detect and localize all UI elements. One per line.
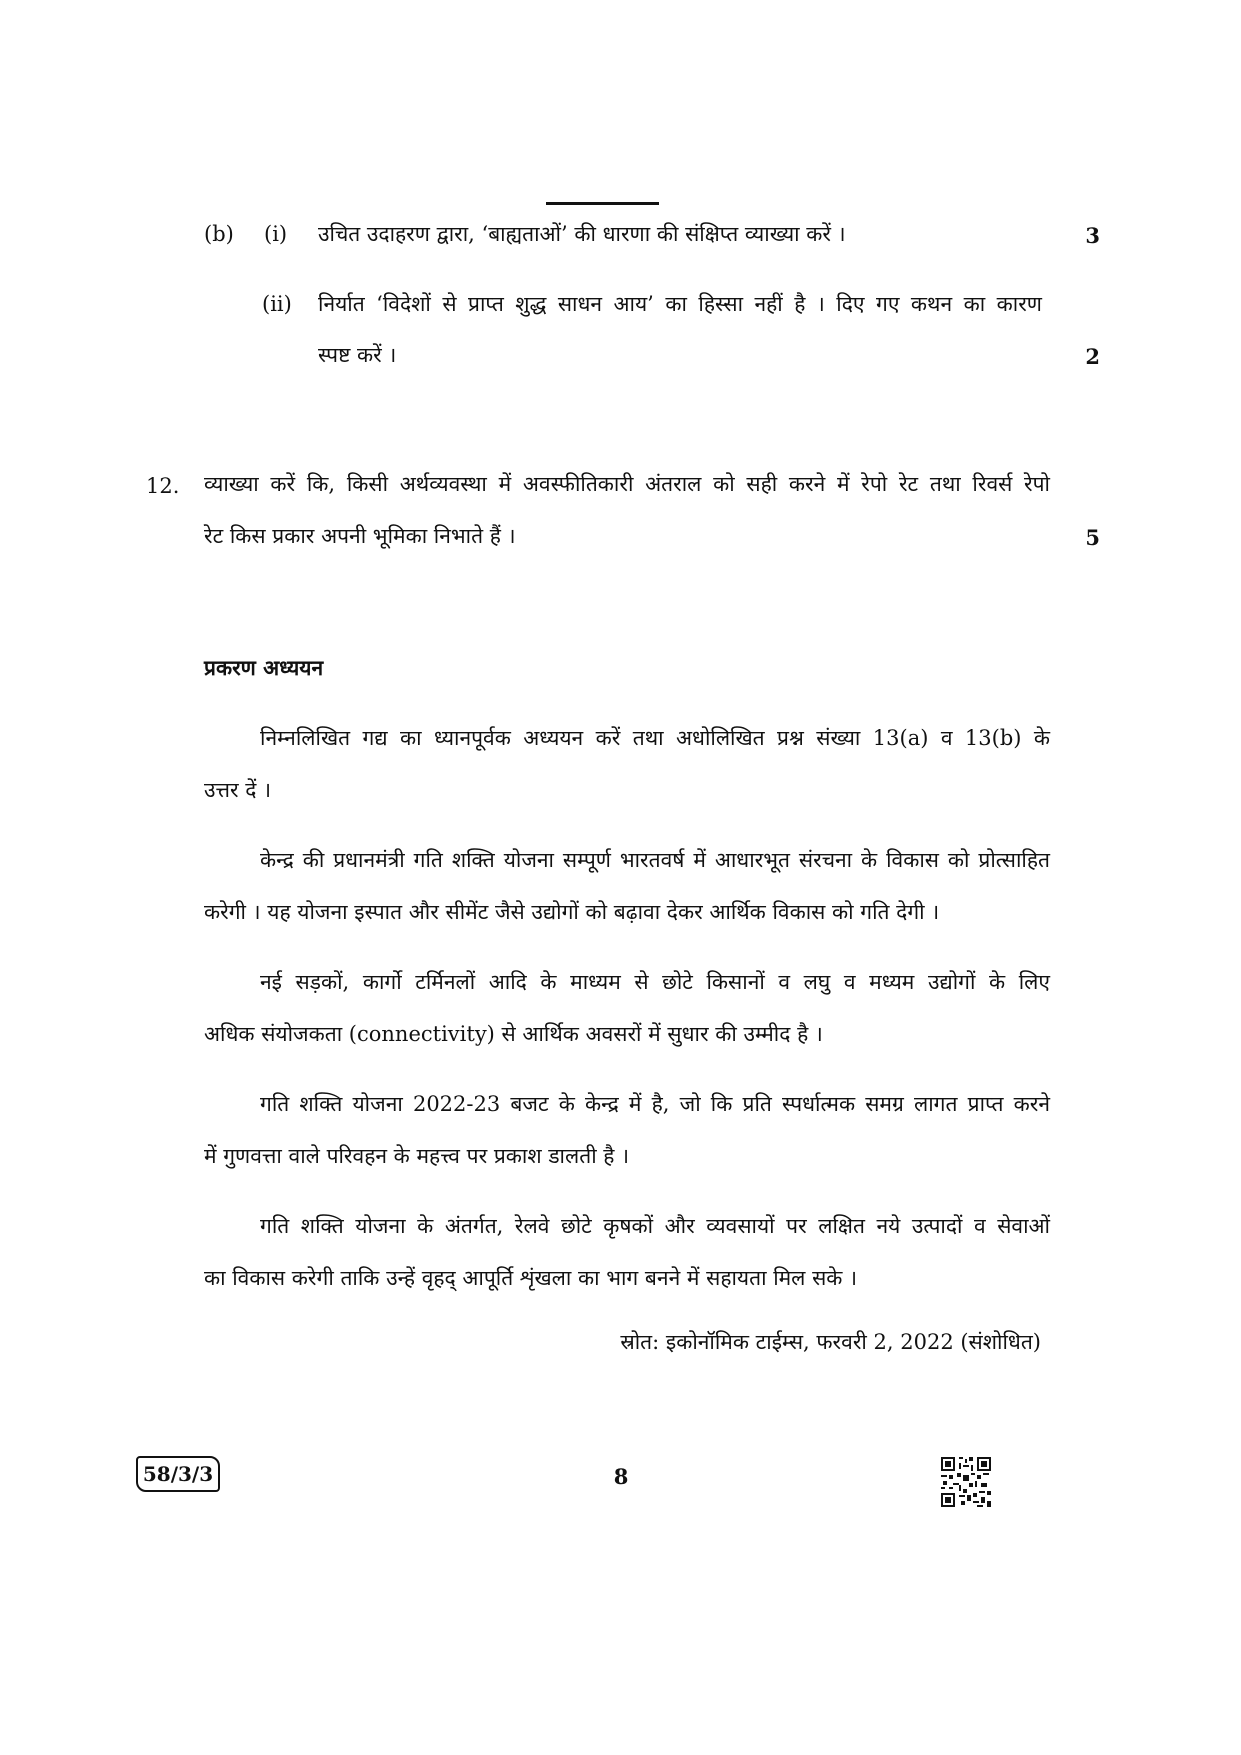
paper-code-badge: 58/3/3 [136,1456,220,1492]
part-ii-label: (ii) [262,292,292,316]
top-rule-divider [546,202,659,205]
paragraph-4-line-1: गति शक्ति योजना के अंतर्गत, रेलवे छोटे कृषकों और व्यवसायों पर लक्षित नये उत्पादों व सेवाओं [260,1214,1050,1238]
part-i-label: (i) [264,222,288,246]
part-ii-line-2: स्पष्ट करें । [318,343,397,367]
paragraph-4-line-2: का विकास करेगी ताकि उन्हें वृहद् आपूर्ति शृंखला का भाग बनने में सहायता मिल सके । [204,1266,858,1290]
paragraph-3-line-2: में गुणवत्ता वाले परिवहन के महत्त्व पर प्रकाश डालती है । [204,1144,630,1168]
paragraph-3-line-1: गति शक्ति योजना 2022-23 बजट के केन्द्र में है, जो कि प्रति स्पर्धात्मक समग्र लागत प्राप्त करने [260,1092,1050,1116]
paragraph-1-line-2: करेगी । यह योजना इस्पात और सीमेंट जैसे उद्योगों को बढ़ावा देकर आर्थिक विकास को गति देगी । [204,900,940,924]
question-12-line-2: रेट किस प्रकार अपनी भूमिका निभाते हैं । [204,524,516,548]
paragraph-2-line-1: नई सड़कों, कार्गो टर्मिनलों आदि के माध्यम से छोटे किसानों व लघु व मध्यम उद्योगों के लिए [260,970,1050,994]
paragraph-1-line-1: केन्द्र की प्रधानमंत्री गति शक्ति योजना सम्पूर्ण भारतवर्ष में आधारभूत संरचना के विकास को प्रोत्साहित [260,848,1050,872]
part-ii-line-1: निर्यात ‘विदेशों से प्राप्त शुद्ध साधन आय’ का हिस्सा नहीं है । दिए गए कथन का कारण [318,292,1042,316]
part-b-label: (b) [204,222,234,246]
instruction-line-1: निम्नलिखित गद्य का ध्यानपूर्वक अध्ययन करें तथा अधोलिखित प्रश्न संख्या 13(a) व 13(b) के [260,726,1050,750]
part-ii-marks: 2 [1085,344,1100,369]
paragraph-2-line-2: अधिक संयोजकता (connectivity) से आर्थिक अवसरों में सुधार की उम्मीद है । [204,1022,823,1046]
page-number: 8 [613,1464,629,1489]
case-study-heading: प्रकरण अध्ययन [204,655,324,680]
part-i-text: उचित उदाहरण द्वारा, ‘बाह्यताओं’ की धारणा की संक्षिप्त व्याख्या करें । [318,222,846,246]
question-12-marks: 5 [1085,525,1100,550]
question-12-number: 12. [146,474,180,498]
qr-code-icon [941,1457,991,1507]
source-citation: स्रोत: इकोनॉमिक टाईम्स, फरवरी 2, 2022 (संशोधित) [620,1330,1041,1354]
part-i-marks: 3 [1085,223,1100,248]
instruction-line-2: उत्तर दें । [204,778,272,802]
question-12-line-1: व्याख्या करें कि, किसी अर्थव्यवस्था में अवस्फीतिकारी अंतराल को सही करने में रेपो रेट तथा रिवर्स रेपो [204,472,1050,496]
